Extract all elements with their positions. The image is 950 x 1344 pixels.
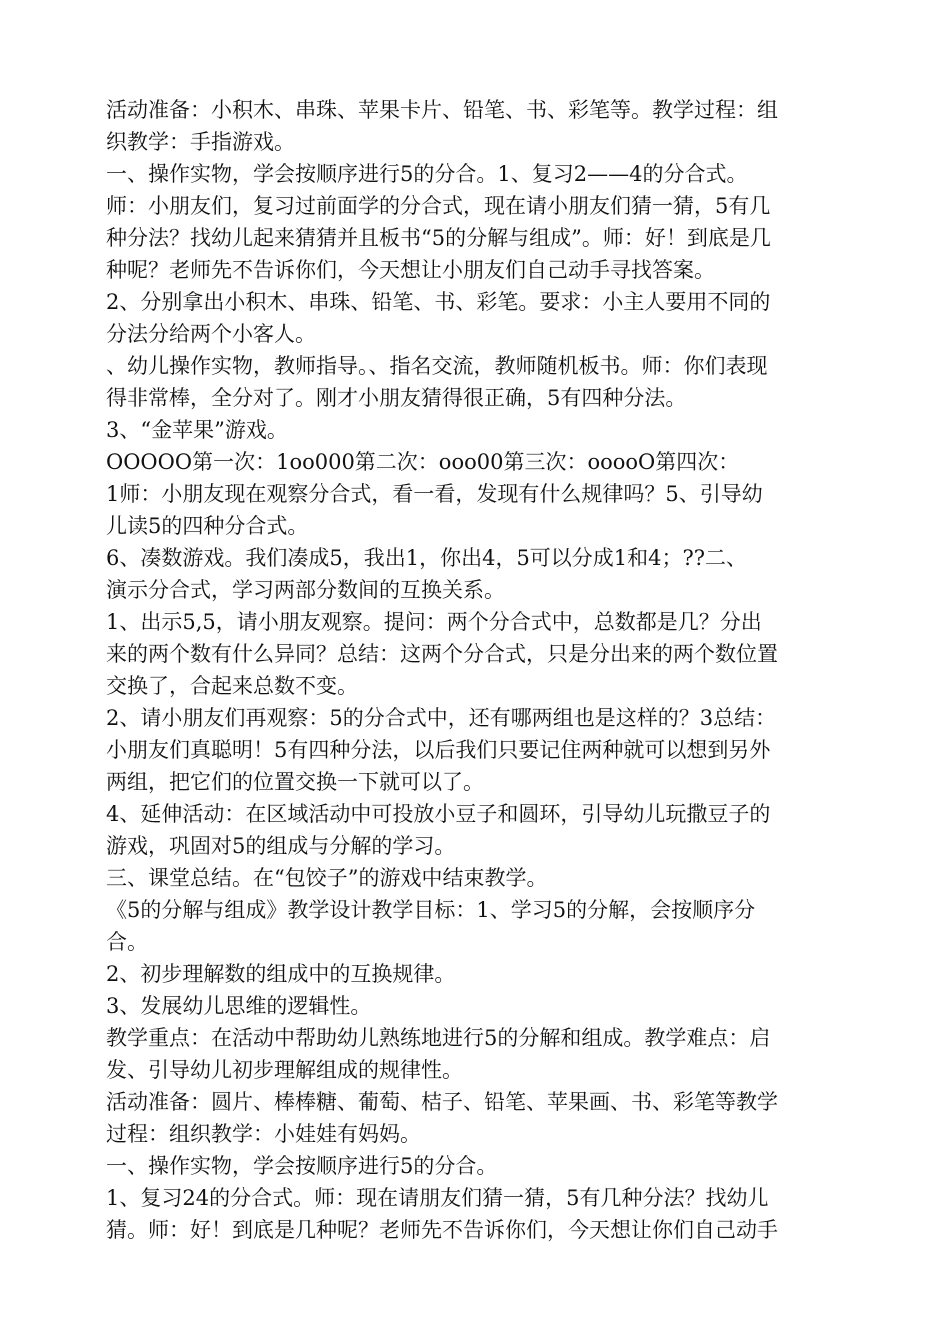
text-line: 师：小朋友们，复习过前面学的分合式，现在请小朋友们猜一猜，5有几 bbox=[106, 194, 771, 218]
text-line: 分法分给两个小客人。 bbox=[106, 322, 316, 346]
text-line: 得非常棒，全分对了。刚才小朋友猜得很正确，5有四种分法。 bbox=[106, 386, 687, 410]
text-line: 2、初步理解数的组成中的互换规律。 bbox=[106, 962, 456, 986]
text-line: 种分法？找幼儿起来猜猜并且板书“5的分解与组成”。师：好！到底是几 bbox=[106, 226, 771, 250]
text-line: OOOOO第一次：1oo000第二次：ooo00第三次：ooooO第四次： bbox=[106, 450, 740, 474]
text-line: 合。 bbox=[106, 930, 148, 954]
text-line: 过程：组织教学：小娃娃有妈妈。 bbox=[106, 1122, 421, 1146]
text-line: 两组，把它们的位置交换一下就可以了。 bbox=[106, 770, 484, 794]
text-line: 儿读5的四种分合式。 bbox=[106, 514, 309, 538]
text-line: 交换了，合起来总数不变。 bbox=[106, 674, 358, 698]
document-body bbox=[106, 94, 856, 1246]
text-line: 演示分合式，学习两部分数间的互换关系。 bbox=[106, 578, 505, 602]
text-line: 来的两个数有什么异同？总结：这两个分合式，只是分出来的两个数位置 bbox=[106, 642, 778, 666]
text-line: 1、出示5,5，请小朋友观察。提问：两个分合式中，总数都是几？分出 bbox=[106, 610, 762, 634]
text-line: 、幼儿操作实物，教师指导。、指名交流，教师随机板书。师：你们表现 bbox=[106, 354, 768, 378]
text-line: 游戏，巩固对5的组成与分解的学习。 bbox=[106, 834, 456, 858]
text-line: 1、复习24的分合式。师：现在请朋友们猜一猜，5有几种分法？找幼儿 bbox=[106, 1186, 769, 1210]
text-line: 猜。师：好！到底是几种呢？老师先不告诉你们，今天想让你们自己动手 bbox=[106, 1218, 778, 1242]
text-line: 3、“金苹果”游戏。 bbox=[106, 418, 288, 442]
text-line: 一、操作实物，学会按顺序进行5的分合。 bbox=[106, 1154, 498, 1178]
text-line: 4、延伸活动：在区域活动中可投放小豆子和圆环，引导幼儿玩撒豆子的 bbox=[106, 802, 771, 826]
text-line: 小朋友们真聪明！5有四种分法，以后我们只要记住两种就可以想到另外 bbox=[106, 738, 771, 762]
text-line: 1师：小朋友现在观察分合式，看一看，发现有什么规律吗？5、引导幼 bbox=[106, 482, 763, 506]
text-line: 6、凑数游戏。我们凑成5，我出1，你出4，5可以分成1和4；??二、 bbox=[106, 546, 748, 570]
text-line: 2、分别拿出小积木、串珠、铅笔、书、彩笔。要求：小主人要用不同的 bbox=[106, 290, 771, 314]
text-line: 活动准备：小积木、串珠、苹果卡片、铅笔、书、彩笔等。教学过程：组 bbox=[106, 98, 778, 122]
text-line: 活动准备：圆片、棒棒糖、葡萄、桔子、铅笔、苹果画、书、彩笔等教学 bbox=[106, 1090, 778, 1114]
text-line: 织教学：手指游戏。 bbox=[106, 130, 295, 154]
text-line: 2、请小朋友们再观察：5的分合式中，还有哪两组也是这样的？3总结： bbox=[106, 706, 777, 730]
text-line: 教学重点：在活动中帮助幼儿熟练地进行5的分解和组成。教学难点：启 bbox=[106, 1026, 771, 1050]
text-line: 《5的分解与组成》教学设计教学目标：1、学习5的分解，会按顺序分 bbox=[106, 898, 756, 922]
text-line: 发、引导幼儿初步理解组成的规律性。 bbox=[106, 1058, 463, 1082]
text-line: 种呢？老师先不告诉你们，今天想让小朋友们自己动手寻找答案。 bbox=[106, 258, 715, 282]
text-line: 一、操作实物，学会按顺序进行5的分合。1、复习2——4的分合式。 bbox=[106, 162, 748, 186]
text-line: 三、课堂总结。在“包饺子”的游戏中结束教学。 bbox=[106, 866, 548, 890]
text-line: 3、发展幼儿思维的逻辑性。 bbox=[106, 994, 372, 1018]
